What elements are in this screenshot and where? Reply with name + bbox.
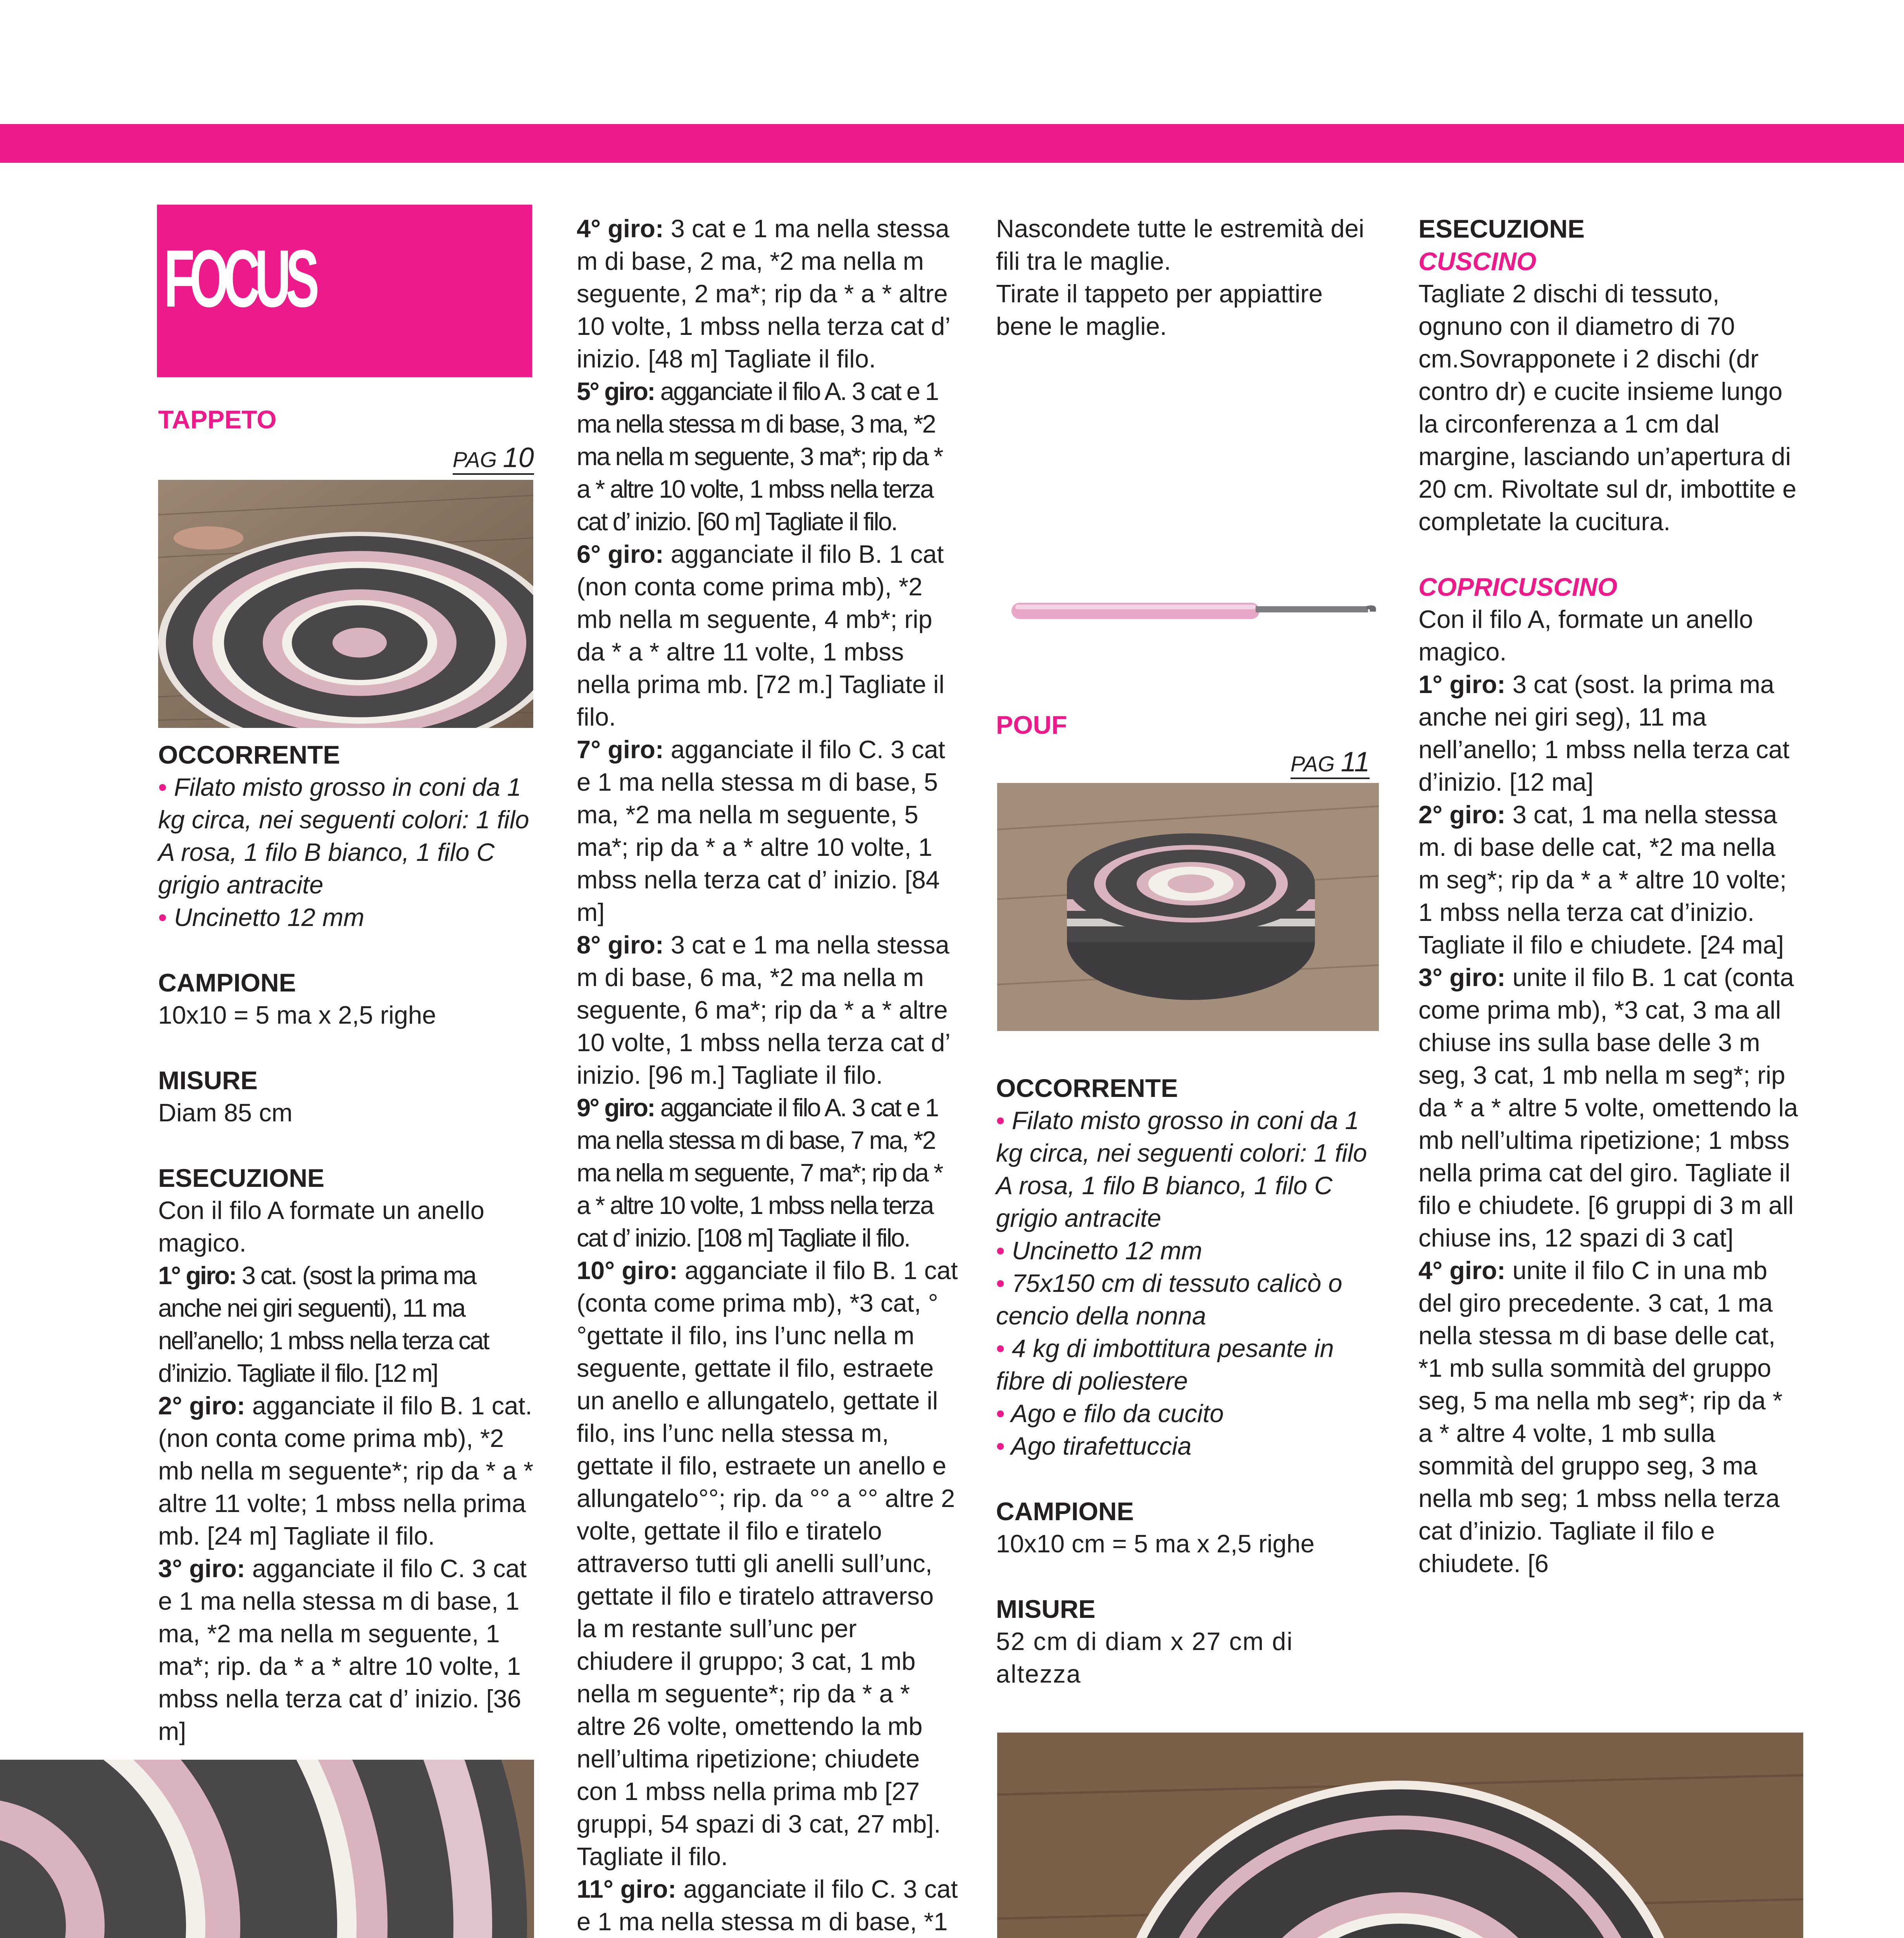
tappeto-round: 4° giro: 3 cat e 1 ma nella stessa m di base, 2 ma, *2 ma nella m seguente, 2 ma*; rip da * a * altre 10 volte, 1 mbss nella terza cat d’ inizio. [48 m] Tagliate il filo. <box>577 214 950 373</box>
tappeto-intro: Con il filo A formate un anello magico. <box>158 1196 484 1257</box>
tappeto-round: 8° giro: 3 cat e 1 ma nella stessa m di base, 6 ma, *2 ma nella m seguente, 6 ma*; rip da * a * altre 10 volte, 1 mbss nella terza cat d’ inizio. [96 m.] Tagliate il filo. <box>577 931 950 1089</box>
focus-label: FOCUS <box>164 233 314 324</box>
cuscino-heading: CUSCINO <box>1418 247 1537 276</box>
crochet-hook-image <box>1008 593 1380 628</box>
pouf-thumbnail-photo <box>997 783 1379 1031</box>
pouf-round: 3° giro: unite il filo B. 1 cat (conta come prima mb), *3 cat, 3 ma all chiuse ins sulla base delle 3 m seg, 3 cat, 1 mb nella m seg*; rip da * a * altre 5 volte, omettendo la mb nell’ultima ripetizione; 1 mbss nella prima cat del giro. Tagliate il filo e chiudete. [6 gruppi di 3 m all chiuse ins, 12 spazi di 3 cat] <box>1418 963 1798 1252</box>
pouf-large-photo <box>997 1733 1803 1938</box>
pouf-round: 4° giro: unite il filo C in una mb del giro precedente. 3 cat, 1 ma nella stessa m di base delle cat, *1 mb sulla sommità del gruppo seg, 5 ma nella mb seg*; rip da * a * altre 4 volte, 1 mb sulla sommità del gruppo seg, 3 ma nella mb seg; 1 mbss nella terza cat d’inizio. Tagliate il filo e chiudete. [6 <box>1418 1256 1783 1578</box>
pouf-occorrente-item: • 75x150 cm di tessuto calicò o cencio della nonna <box>996 1269 1342 1330</box>
tappeto-large-photo <box>0 1760 534 1938</box>
tappeto-occorrente-heading: OCCORRENTE <box>158 740 340 769</box>
tappeto-thumbnail-photo <box>158 480 533 728</box>
tappeto-round: 7° giro: agganciate il filo C. 3 cat e 1 ma nella stessa m di base, 5 ma, *2 ma nella m seguente, 5 ma*; rip da * a * altre 10 volte, 1 mbss nella terza cat d’ inizio. [84 m] <box>577 735 945 926</box>
pag-label: PAG <box>1291 752 1335 776</box>
pouf-title: POUF <box>996 710 1067 739</box>
pouf-occorrente-heading: OCCORRENTE <box>996 1074 1178 1102</box>
pouf-misure: 52 cm di diam x 27 cm di altezza <box>996 1627 1293 1688</box>
pouf-round: 1° giro: 3 cat (sost. la prima ma anche nei giri seg), 11 ma nell’anello; 1 mbss nella terza cat d’inizio. [12 ma] <box>1418 670 1790 796</box>
pouf-occorrente-item: • 4 kg di imbottitura pesante in fibre di poliestere <box>996 1334 1334 1395</box>
tappeto-round: 2° giro: agganciate il filo B. 1 cat. (non conta come prima mb), *2 mb nella m seguente*; rip da * a * altre 11 volte; 1 mbss nella prima mb. [24 m] Tagliate il filo. <box>158 1391 534 1550</box>
tappeto-occorrente-item: • Filato misto grosso in coni da 1 kg circa, nei seguenti colori: 1 filo A rosa, 1 filo B bianco, 1 filo C grigio antracite <box>158 773 529 899</box>
pag-label: PAG <box>453 447 497 472</box>
pouf-campione-heading: CAMPIONE <box>996 1497 1134 1526</box>
pouf-campione: 10x10 cm = 5 ma x 2,5 righe <box>996 1529 1315 1558</box>
pouf-misure-heading: MISURE <box>996 1595 1096 1623</box>
tappeto-round: 3° giro: agganciate il filo C. 3 cat e 1 ma nella stessa m di base, 1 ma, *2 ma nella m seguente, 1 ma*; rip. da * a * altre 10 volte, 1 mbss nella terza cat d’ inizio. [36 m] <box>158 1554 527 1745</box>
tappeto-esecuzione-heading: ESECUZIONE <box>158 1164 325 1192</box>
column-1 <box>158 403 534 436</box>
tappeto-misure-heading: MISURE <box>158 1066 258 1095</box>
tappeto-campione: 10x10 = 5 ma x 2,5 righe <box>158 1001 436 1029</box>
column-2 <box>577 212 958 1938</box>
copricuscino-heading: COPRICUSCINO <box>1418 572 1618 601</box>
column-3-text <box>996 1072 1380 1690</box>
tappeto-title: TAPPETO <box>158 405 277 434</box>
tappeto-campione-heading: CAMPIONE <box>158 968 296 997</box>
tappeto-page-ref <box>453 442 534 474</box>
tappeto-round: 1° giro: 3 cat. (sost la prima ma anche nei giri seguenti), 11 ma nell’anello; 1 mbss nella terza cat d’inizio. Tagliate il filo. [12 m] <box>158 1261 489 1387</box>
column-4 <box>1418 212 1802 1580</box>
tappeto-round: 11° giro: agganciate il filo C. 3 cat e 1 ma nella stessa m di base, *1 <box>577 1875 958 1936</box>
cuscino-text: Tagliate 2 dischi di tessuto, ognuno con il diametro di 70 cm.Sovrapponete i 2 dischi (dr contro dr) e cucite insieme lungo la circonferenza a 1 cm dal margine, lasciando un’apertura di 20 cm. Rivoltate sul dr, imbottite e completate la cucitura. <box>1418 279 1797 536</box>
pouf-page-ref <box>1291 746 1370 778</box>
column-1-text <box>158 738 534 1748</box>
pag-number: 10 <box>503 442 534 473</box>
tappeto-occorrente-item: • Uncinetto 12 mm <box>158 903 365 931</box>
column-3 <box>996 212 1380 343</box>
pouf-esecuzione-heading: ESECUZIONE <box>1418 214 1585 243</box>
tappeto-finish: Nascondete tutte le estremità dei fili tra le maglie. <box>996 214 1365 275</box>
copricuscino-intro: Con il filo A, formate un anello magico. <box>1418 605 1753 666</box>
pouf-title-block <box>996 709 1380 741</box>
tappeto-finish: Tirate il tappeto per appiattire bene le maglie. <box>996 279 1323 340</box>
pag-number: 11 <box>1341 747 1370 778</box>
tappeto-misure: Diam 85 cm <box>158 1098 293 1127</box>
pouf-occorrente-item: • Uncinetto 12 mm <box>996 1236 1203 1265</box>
pouf-round: 2° giro: 3 cat, 1 ma nella stessa m. di base delle cat, *2 ma nella m seg*; rip da * a * altre 10 volte; 1 mbss nella terza cat d’inizio. Tagliate il filo e chiudete. [24 ma] <box>1418 800 1787 959</box>
tappeto-round: 5° giro: agganciate il filo A. 3 cat e 1 ma nella stessa m di base, 3 ma, *2 ma nella m seguente, 3 ma*; rip da * a * altre 10 volte, 1 mbss nella terza cat d’ inizio. [60 m] Tagliate il filo. <box>577 377 943 536</box>
tappeto-round: 6° giro: agganciate il filo B. 1 cat (non conta come prima mb), *2 mb nella m seguente, 4 mb*; rip da * a * altre 11 volte, 1 mbss nella prima mb. [72 m.] Tagliate il filo. <box>577 540 944 731</box>
tappeto-round: 9° giro: agganciate il filo A. 3 cat e 1 ma nella stessa m di base, 7 ma, *2 ma nella m seguente, 7 ma*; rip da * a * altre 10 volte, 1 mbss nella terza cat d’ inizio. [108 m] Tagliate il filo. <box>577 1093 943 1252</box>
top-accent-bar <box>0 124 1904 163</box>
pouf-occorrente-item: • Filato misto grosso in coni da 1 kg circa, nei seguenti colori: 1 filo A rosa, 1 filo B bianco, 1 filo C grigio antracite <box>996 1106 1367 1232</box>
pouf-occorrente-item: • Ago tirafettuccia <box>996 1432 1192 1460</box>
tappeto-round: 10° giro: agganciate il filo B. 1 cat (conta come prima mb), *3 cat, °°gettate il filo, ins l’unc nella m seguente, gettate il filo, estraete un anello e allungatelo, gettate il filo, ins l’unc nella stessa m, gettate il filo, estraete un anello e allungatelo°°; rip. da °° a °° altre 2 volte, gettate il filo e tiratelo attraverso tutti gli anelli sull’unc, gettate il filo e tiratelo attraverso la m restante sull’unc per chiudere il gruppo; 3 cat, 1 mb nella m seguente*; rip da * a * altre 26 volte, omettendo la mb nell’ultima ripetizione; chiudete con 1 mbss nella prima mb [27 gruppi, 54 spazi di 3 cat, 27 mb]. Tagliate il filo. <box>577 1256 958 1871</box>
focus-banner <box>157 205 532 377</box>
pouf-occorrente-item: • Ago e filo da cucito <box>996 1399 1224 1428</box>
